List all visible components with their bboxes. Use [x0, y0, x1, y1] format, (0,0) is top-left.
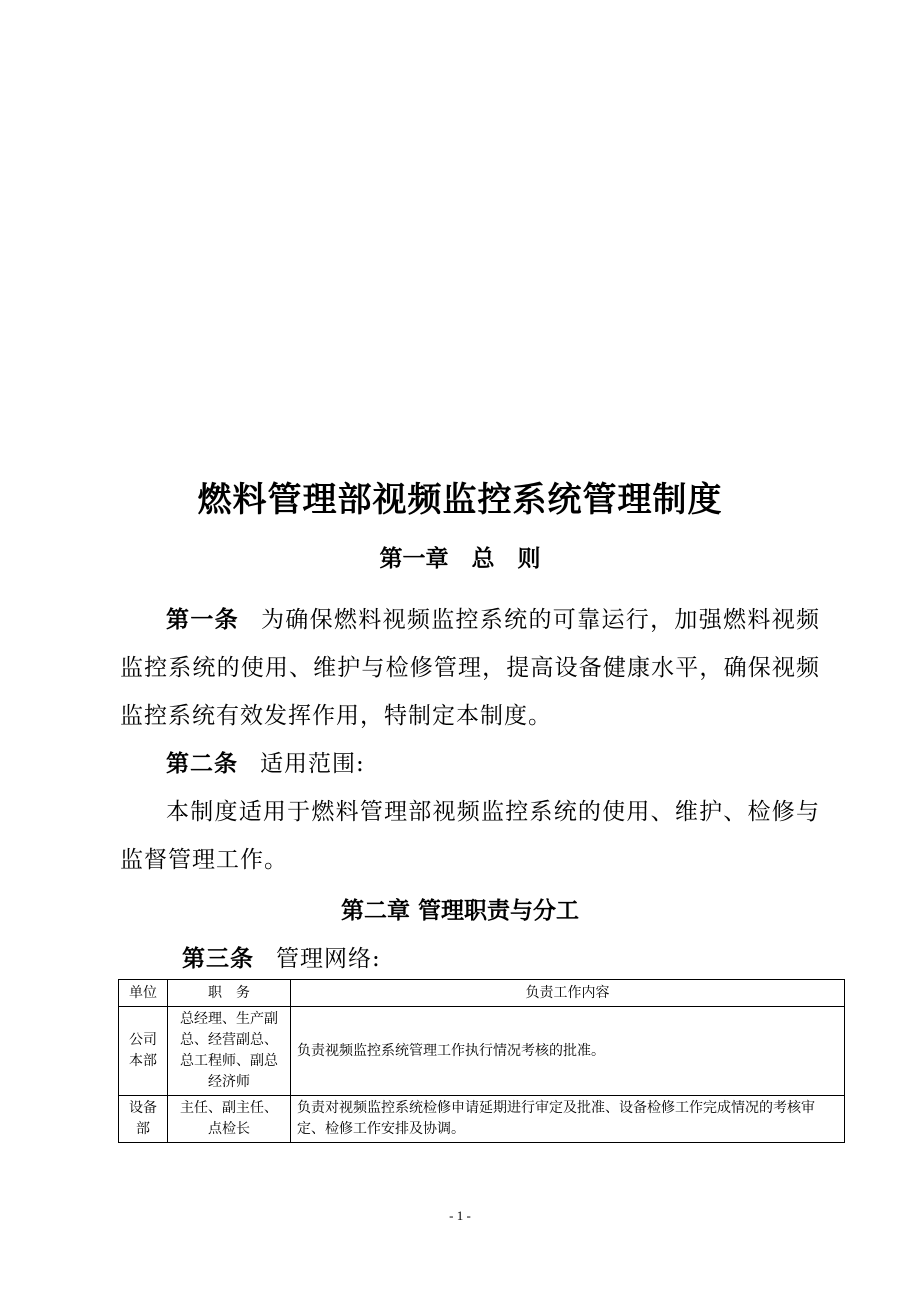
- table-row: [119, 1096, 845, 1143]
- cell-content: 负责视频监控系统管理工作执行情况考核的批准。: [291, 1007, 845, 1096]
- article-1-paragraph: [120, 596, 820, 740]
- chapter-1-heading: 第一章 总 则: [379, 546, 541, 572]
- cell-duty: 总经理、生产副总、经营副总、总工程师、副总经济师: [168, 1007, 291, 1096]
- cell-content: 负责对视频监控系统检修申请延期进行审定及批准、设备检修工作完成情况的考核审定、检修工作安排及协调。: [291, 1096, 845, 1143]
- article-1-text: 为确保燃料视频监控系统的可靠运行，加强燃料视频监控系统的使用、维护与检修管理，提高设备健康水平，确保视频监控系统有效发挥作用，特制定本制度。: [120, 607, 821, 729]
- cell-unit: 公司本部: [119, 1007, 168, 1096]
- document-title: 燃料管理部视频监控系统管理制度: [197, 480, 723, 520]
- article-3-label: 第三条: [182, 946, 254, 972]
- article-3-paragraph: [182, 935, 882, 983]
- scope-text: 本制度适用于燃料管理部视频监控系统的使用、维护、检修与监督管理工作。: [120, 799, 820, 873]
- article-2-paragraph: [120, 740, 820, 788]
- chapter-2-heading: 第二章 管理职责与分工: [340, 898, 579, 924]
- table-row: [119, 1007, 845, 1096]
- header-duty: 职 务: [168, 980, 291, 1007]
- article-2-text: 适用范围:: [260, 751, 365, 777]
- page-number: - 1 -: [449, 1208, 471, 1223]
- cell-duty: 主任、副主任、点检长: [168, 1096, 291, 1143]
- cell-unit: 设备部: [119, 1096, 168, 1143]
- scope-paragraph: [120, 788, 820, 884]
- article-1-label: 第一条: [166, 607, 239, 633]
- header-content: 负责工作内容: [291, 980, 845, 1007]
- management-network-table: [118, 979, 845, 1143]
- header-unit: 单位: [119, 980, 168, 1007]
- article-2-label: 第二条: [166, 751, 238, 777]
- table-header-row: [119, 980, 845, 1007]
- article-3-text: 管理网络:: [276, 946, 381, 972]
